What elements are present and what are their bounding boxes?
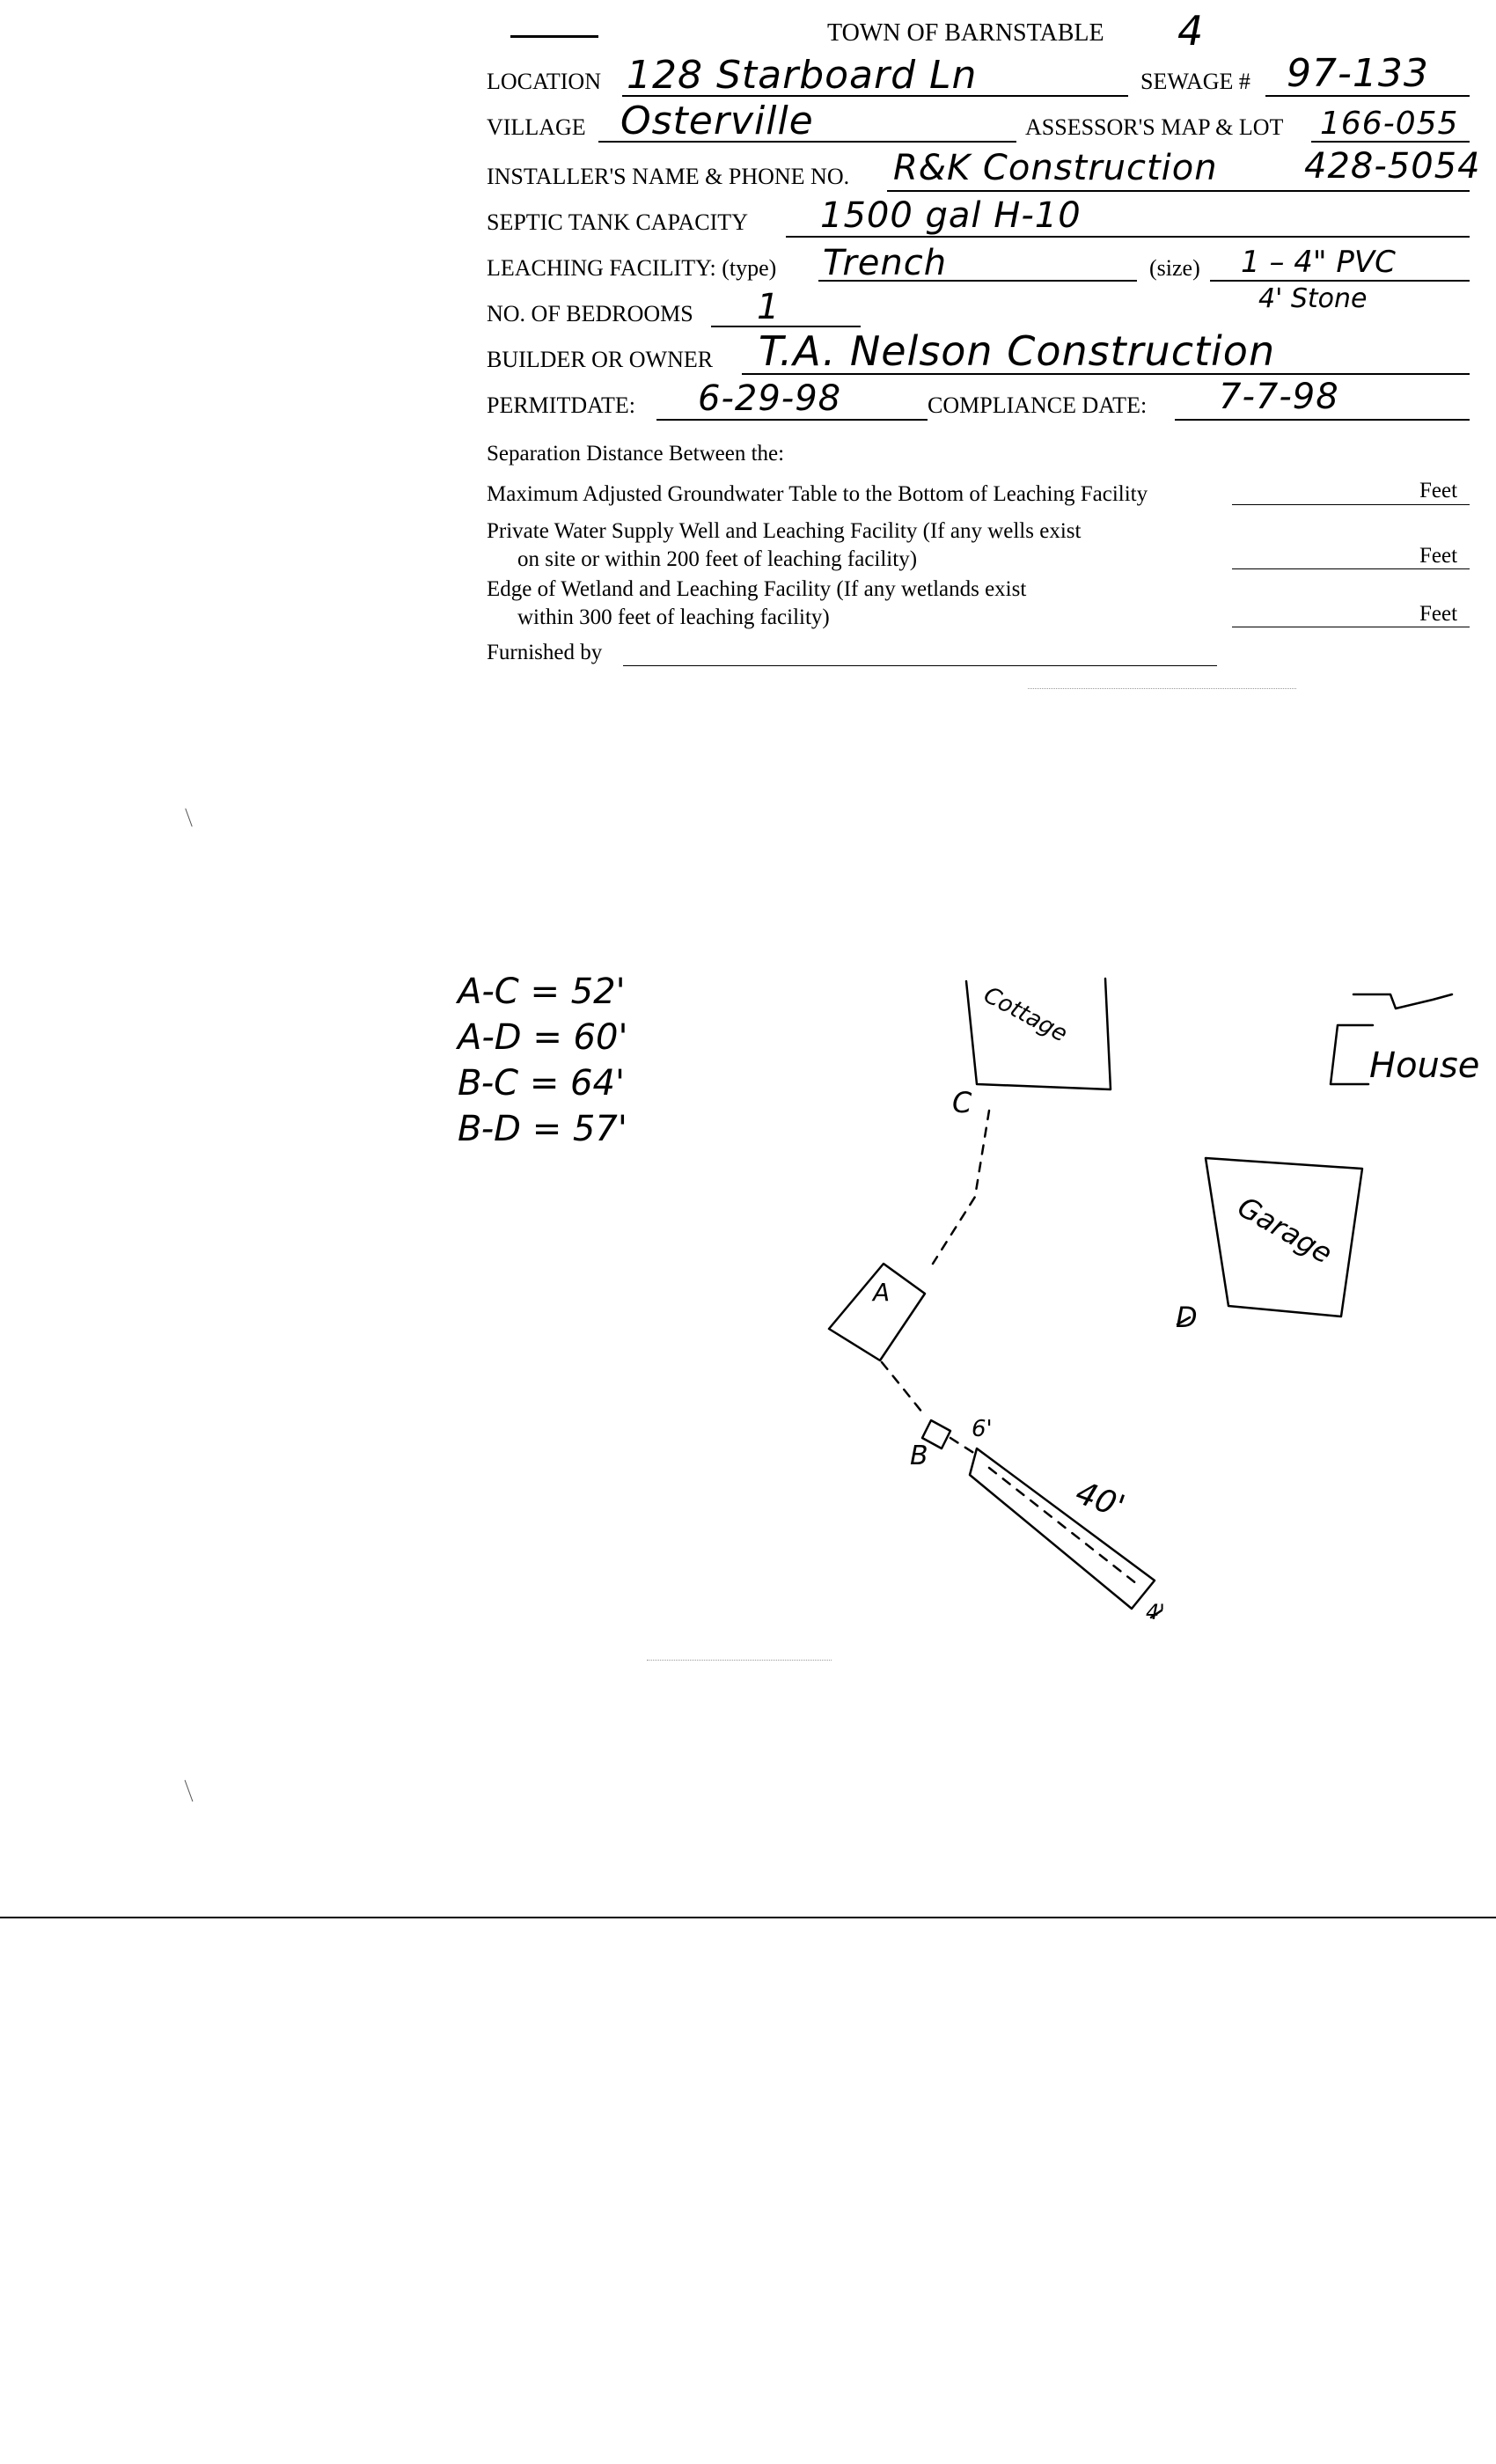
trench-width-label: 4' xyxy=(1146,1600,1165,1624)
compliance-date-label: COMPLIANCE DATE: xyxy=(928,392,1148,418)
measurement-1: A-C = 52' xyxy=(458,972,626,1012)
bedrooms-value: 1 xyxy=(757,287,781,327)
point-a-label: A xyxy=(873,1278,891,1307)
installer-name-value: R&K Construction xyxy=(893,148,1218,188)
bedrooms-label: NO. OF BEDROOMS xyxy=(487,301,693,326)
village-value: Osterville xyxy=(620,99,814,143)
point-d-label: D xyxy=(1176,1301,1198,1334)
separation-row-2-line2: on site or within 200 feet of leaching facility) xyxy=(517,547,918,571)
furnished-by-label: Furnished by xyxy=(487,641,603,664)
point-b-label: B xyxy=(910,1441,928,1471)
separation-row-1-line1: Maximum Adjusted Groundwater Table to the Bottom of Leaching Facility xyxy=(487,482,1148,506)
house-label: House xyxy=(1369,1045,1480,1086)
size-value-line2: 4' Stone xyxy=(1258,283,1368,314)
form-title: TOWN OF BARNSTABLE xyxy=(827,19,1104,47)
permit-date-label: PERMITDATE: xyxy=(487,392,635,418)
sewage-label: SEWAGE # xyxy=(1140,69,1250,94)
cottage-label: Cottage xyxy=(979,981,1072,1048)
size-label: (size) xyxy=(1149,255,1200,281)
corner-mark: 4 xyxy=(1177,7,1205,55)
compliance-date-value: 7-7-98 xyxy=(1219,377,1339,417)
separation-row-3-line2: within 300 feet of leaching facility) xyxy=(517,605,830,629)
size-value-line1: 1 – 4" PVC xyxy=(1241,245,1396,280)
page-edge-line xyxy=(0,1917,1496,1918)
installer-phone-value: 428-5054 xyxy=(1304,146,1481,187)
leaching-label: LEACHING FACILITY: (type) xyxy=(487,255,777,281)
point-c-label: C xyxy=(952,1086,972,1119)
pipe-c-to-a xyxy=(933,1111,989,1264)
sewage-value: 97-133 xyxy=(1287,51,1429,96)
village-label: VILLAGE xyxy=(487,114,586,140)
trench-centerline xyxy=(989,1468,1137,1584)
garage-label: Garage xyxy=(1232,1190,1338,1271)
location-label: LOCATION xyxy=(487,69,601,94)
trench-outline xyxy=(970,1448,1155,1609)
separation-row-3-unit: Feet xyxy=(1419,602,1458,626)
separation-row-3-line1: Edge of Wetland and Leaching Facility (If any wetlands exist xyxy=(487,577,1027,601)
trench-length-label: 40' xyxy=(1070,1474,1130,1526)
separation-row-2-line1: Private Water Supply Well and Leaching Facility (If any wells exist xyxy=(487,519,1082,543)
septic-label: SEPTIC TANK CAPACITY xyxy=(487,209,748,235)
separation-row-2-unit: Feet xyxy=(1419,544,1458,568)
builder-value: T.A. Nelson Construction xyxy=(759,327,1276,375)
assessor-value: 166-055 xyxy=(1320,106,1459,142)
pipe-a-to-b xyxy=(882,1362,926,1417)
septic-value: 1500 gal H-10 xyxy=(820,195,1082,236)
permit-date-value: 6-29-98 xyxy=(698,378,842,419)
separation-heading: Separation Distance Between the: xyxy=(487,442,785,466)
builder-label: BUILDER OR OWNER xyxy=(487,347,714,372)
assessor-label: ASSESSOR'S MAP & LOT xyxy=(1025,114,1284,140)
measurement-3: B-C = 64' xyxy=(458,1063,625,1104)
separation-row-1-unit: Feet xyxy=(1419,479,1458,502)
measurement-2: A-D = 60' xyxy=(458,1017,628,1058)
leaching-type-value: Trench xyxy=(823,243,948,283)
measurement-4: B-D = 57' xyxy=(458,1109,627,1149)
location-value: 128 Starboard Ln xyxy=(627,53,978,98)
installer-label: INSTALLER'S NAME & PHONE NO. xyxy=(487,164,850,189)
pipe-length-label: 6' xyxy=(972,1416,993,1442)
